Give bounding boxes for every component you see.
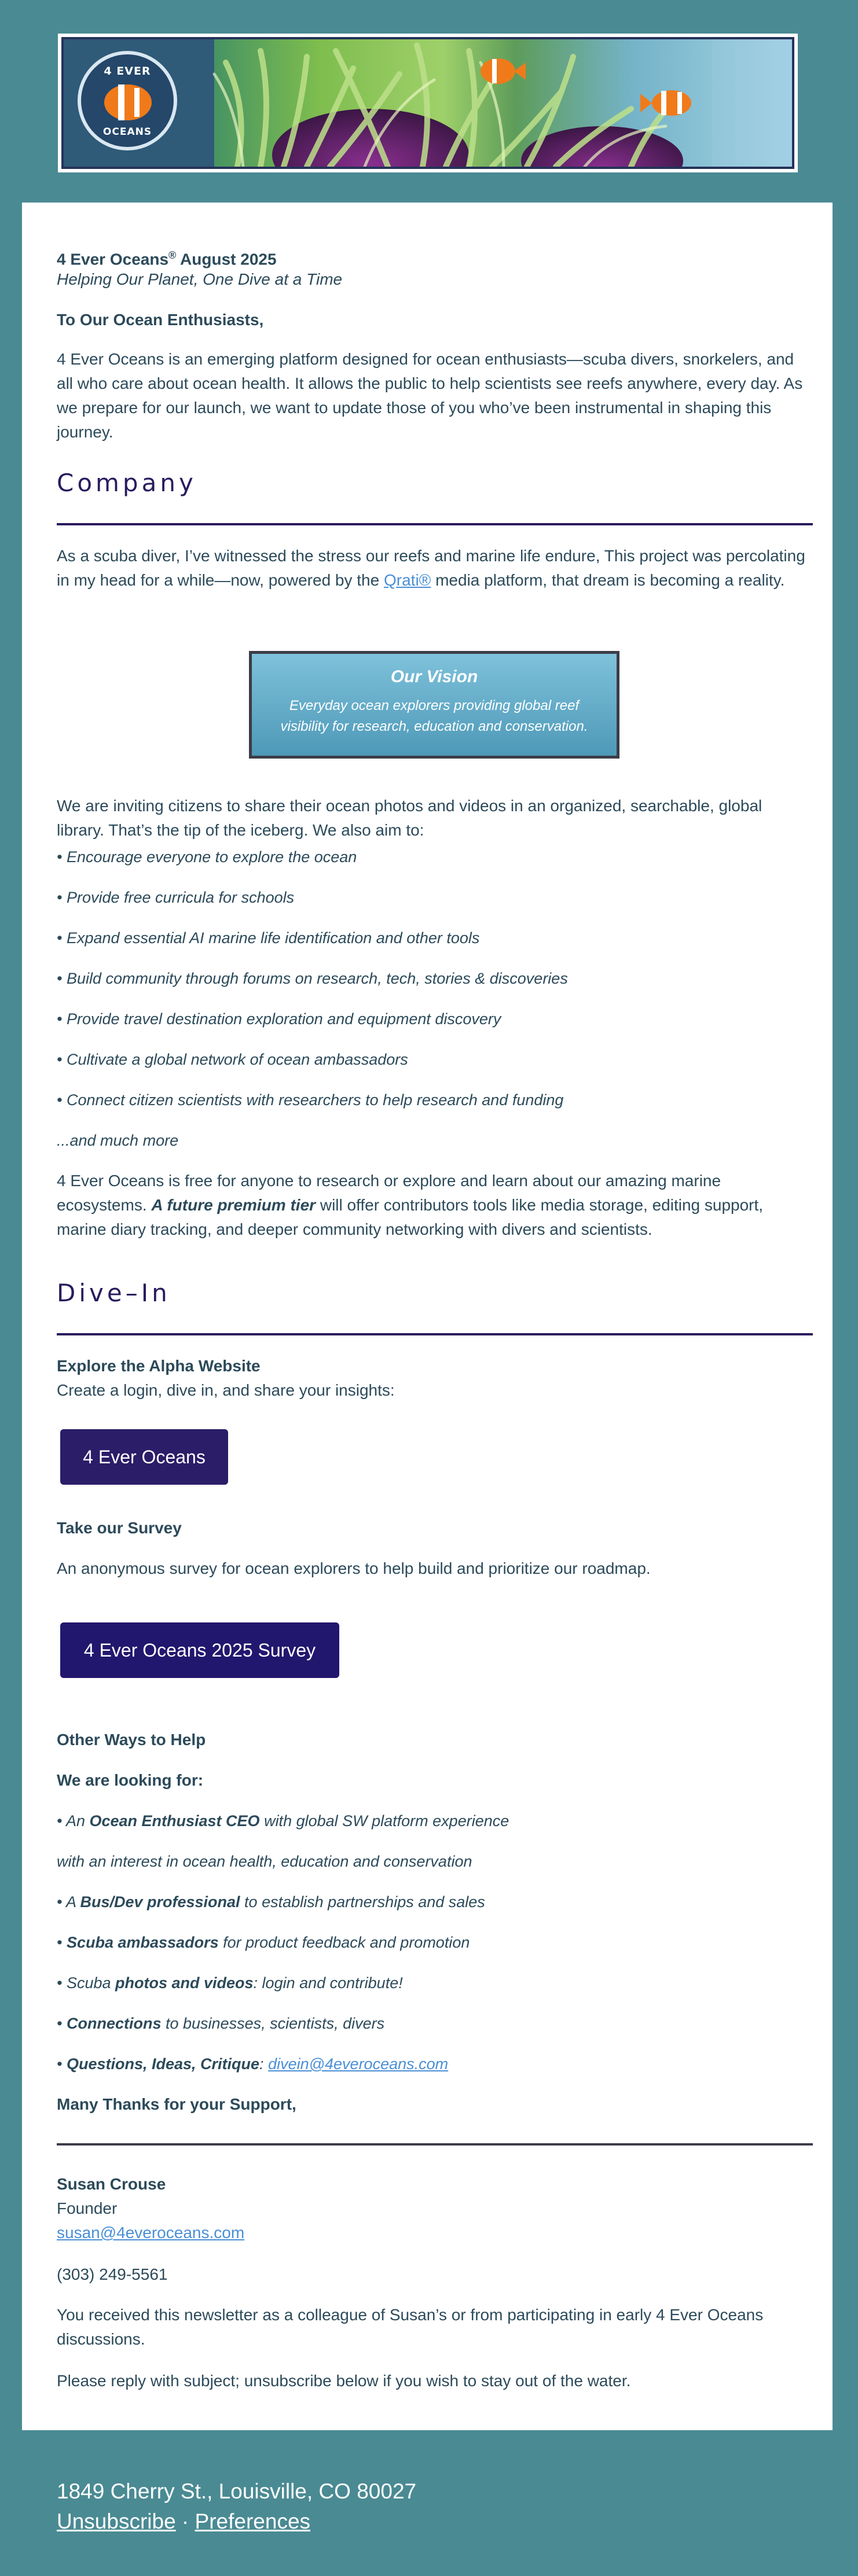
banner-image <box>61 37 794 169</box>
explore-title: Explore the Alpha Website <box>57 1357 261 1375</box>
signer-role: Founder <box>57 2199 118 2217</box>
company-divider <box>57 523 813 525</box>
vision-box <box>249 651 619 759</box>
footer-links <box>57 2507 416 2537</box>
role-prefix: • <box>57 2015 67 2032</box>
role-separator: : <box>259 2055 269 2073</box>
logo-text-bottom: OCEANS <box>102 126 152 138</box>
logo <box>78 51 177 150</box>
help-title: Other Ways to Help <box>57 1731 206 1749</box>
invite-paragraph: We are inviting citizens to share their ocean photos and videos in an organized, searchable, global library. That’s the tip of the iceberg. We also aim to: <box>57 797 762 839</box>
role-prefix: • An <box>57 1812 90 1830</box>
survey-text: An anonymous survey for ocean explorers to help build and prioritize our roadmap. <box>57 1559 651 1577</box>
role-item-busdev <box>57 1890 485 1914</box>
footer-separator: · <box>175 2509 195 2533</box>
clownfish-icon <box>640 90 691 116</box>
clownfish-icon <box>481 58 526 84</box>
role-prefix: • <box>57 1934 67 1951</box>
aim-item: • Connect citizen scientists with researchers to help research and funding <box>57 1091 564 1109</box>
vision-title: Our Vision <box>390 667 478 686</box>
role-suffix: : login and contribute! <box>253 1974 403 1992</box>
aim-item: • Encourage everyone to explore the ocean <box>57 848 357 866</box>
reply-notice: Please reply with subject; unsubscribe below if you wish to stay out of the water. <box>57 2372 631 2390</box>
company-text-1: As a scuba diver, I’ve witnessed the stress our reefs and marine life endure, This project was percolating in my head for a while—now, powered by the <box>57 547 805 589</box>
preferences-link[interactable]: Preferences <box>195 2509 311 2533</box>
role-item-ambassadors <box>57 1930 470 1955</box>
role-item-ceo-line2: with an interest in ocean health, education and conservation <box>57 1853 472 1870</box>
vision-text: Everyday ocean explorers providing global reef visibility for research, education and conservation. <box>280 698 588 734</box>
role-suffix: with global SW platform experience <box>259 1812 509 1830</box>
free-paragraph <box>57 1169 813 1242</box>
role-prefix: • A <box>57 1893 80 1911</box>
role-emphasis: Connections <box>66 2015 162 2032</box>
role-item-questions <box>57 2052 448 2076</box>
aim-item: • Build community through forums on research, tech, stories & discoveries <box>57 970 568 987</box>
footer-address: 1849 Cherry St., Louisville, CO 80027 <box>57 2479 417 2503</box>
dive-in-heading: Dive–In <box>57 1279 171 1307</box>
signer-email <box>57 2221 244 2245</box>
aim-item: • Cultivate a global network of ocean ambassadors <box>57 1051 408 1068</box>
header-banner <box>58 34 798 172</box>
tagline: Helping Our Planet, One Dive at a Time <box>57 270 343 288</box>
role-suffix: to establish partnerships and sales <box>240 1893 485 1911</box>
footer <box>57 2476 416 2537</box>
role-emphasis: Scuba ambassadors <box>66 1934 219 1951</box>
role-emphasis: photos and videos <box>115 1974 254 1992</box>
signer-phone: (303) 249-5561 <box>57 2265 168 2283</box>
dive-in-divider <box>57 1333 813 1335</box>
role-item-ceo <box>57 1809 509 1833</box>
premium-tier-text: A future premium tier <box>151 1196 316 1214</box>
looking-for: We are looking for: <box>57 1771 204 1789</box>
logo-text-top: 4 EVER <box>104 65 151 78</box>
divein-email-link[interactable]: divein@4everoceans.com <box>268 2055 449 2073</box>
company-heading: Company <box>57 469 197 497</box>
survey-button[interactable]: 4 Ever Oceans 2025 Survey <box>60 1622 339 1678</box>
role-item-photos <box>57 1971 403 1995</box>
aim-item: • Expand essential AI marine life identification and other tools <box>57 929 480 947</box>
role-suffix: to businesses, scientists, divers <box>161 2015 385 2032</box>
signer-email-link[interactable]: susan@4everoceans.com <box>57 2224 245 2242</box>
website-button[interactable]: 4 Ever Oceans <box>60 1429 228 1485</box>
role-prefix: • <box>57 2055 67 2073</box>
brand-name: 4 Ever Oceans <box>57 250 169 268</box>
received-notice: You received this newsletter as a colleague of Susan’s or from participating in early 4 Ever Oceans discussions. <box>57 2306 764 2348</box>
role-emphasis: Bus/Dev professional <box>80 1893 240 1911</box>
thanks-text: Many Thanks for your Support, <box>57 2095 296 2113</box>
role-item-connections <box>57 2011 384 2036</box>
newsletter-card <box>22 203 833 2430</box>
role-emphasis: Ocean Enthusiast CEO <box>89 1812 260 1830</box>
signature-divider <box>57 2143 813 2146</box>
aim-item: • Provide free curricula for schools <box>57 889 295 906</box>
unsubscribe-link[interactable]: Unsubscribe <box>57 2509 176 2533</box>
company-paragraph <box>57 544 813 593</box>
greeting: To Our Ocean Enthusiasts, <box>57 311 264 329</box>
role-emphasis: Questions, Ideas, Critique <box>66 2055 260 2073</box>
free-text-2: will offer contributors tools like media storage, editing support, marine diary tracking, and deeper community networking with divers and scientists. <box>57 1196 764 1238</box>
company-text-2: media platform, that dream is becoming a reality. <box>431 571 785 589</box>
issue-date: August 2025 <box>176 250 277 268</box>
logo-fish-icon <box>104 84 152 120</box>
qrati-link[interactable]: Qrati® <box>383 571 431 589</box>
survey-title: Take our Survey <box>57 1519 182 1537</box>
intro-paragraph: 4 Ever Oceans is an emerging platform designed for ocean enthusiasts—scuba divers, snorkelers, and all who care about ocean health. It allows the public to help scientists see reefs anywhere, every day. As we prepare for our launch, we want to update those of you who’ve been instrumental in shaping this journey. <box>57 350 803 441</box>
role-suffix: for product feedback and promotion <box>218 1934 470 1951</box>
role-prefix: • Scuba <box>57 1974 116 1992</box>
explore-text: Create a login, dive in, and share your insights: <box>57 1381 395 1399</box>
aim-item: • Provide travel destination exploration and equipment discovery <box>57 1010 501 1028</box>
and-more: ...and much more <box>57 1132 179 1149</box>
free-text-1: 4 Ever Oceans is free for anyone to research or explore and learn about our amazing marine ecosystems. <box>57 1172 721 1214</box>
signer-name: Susan Crouse <box>57 2175 166 2193</box>
registered-mark: ® <box>168 249 177 261</box>
